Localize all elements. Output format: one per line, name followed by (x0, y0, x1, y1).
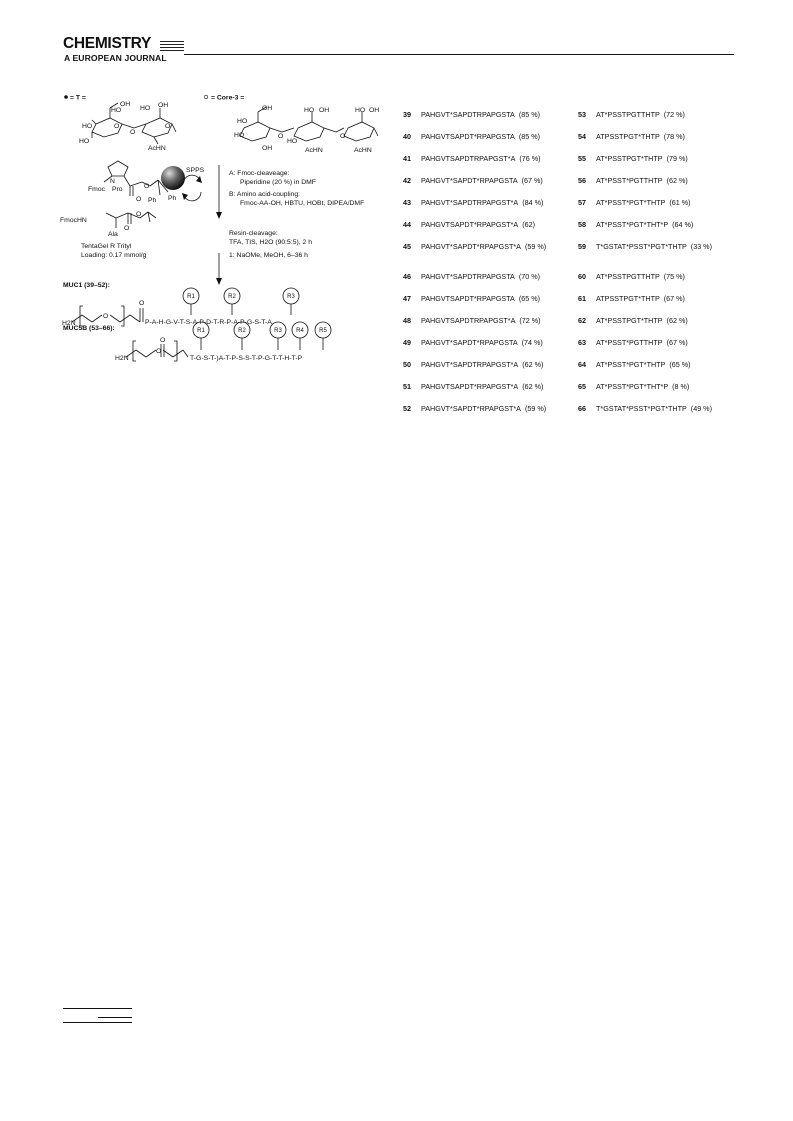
c3-label-achn-2: AcHN (354, 147, 372, 154)
compound-number: 61 (578, 294, 586, 303)
compound-sequence (421, 272, 540, 281)
compound-number: 41 (403, 154, 411, 163)
compound-yield: (76 %) (519, 154, 541, 163)
compound-yield: (62 %) (666, 176, 688, 185)
peptide-sequence: PAHGVTSAPDT*RPAPGSTA (421, 132, 515, 141)
compound-yield: (62 %) (522, 360, 544, 369)
t-label-ho-2: HO (82, 123, 93, 130)
muc1-linker-o: O (103, 313, 109, 320)
compound-number: 55 (578, 154, 586, 163)
peptide-sequence: PAHGVTSAPDT*RPAPGST*A (421, 382, 519, 391)
peptide-sequence: AT*PSSTPGTTHTP (596, 272, 660, 281)
compound-yield: (59 %) (524, 404, 547, 413)
t-label-oh-1: OH (120, 101, 131, 108)
compound-number: 64 (578, 360, 586, 369)
label-spps: SPPS (186, 167, 205, 174)
compound-number: 50 (403, 360, 411, 369)
compound-yield: (79 %) (666, 154, 688, 163)
label-fmochn: FmocHN (60, 217, 87, 224)
muc5b-r3: R3 (274, 328, 282, 334)
footnote-rule (63, 1008, 132, 1009)
compound-number: 62 (578, 316, 586, 325)
peptide-sequence: PAHGVT*SAPDT*RPAPGSTA (421, 338, 518, 347)
peptide-sequence: T*GSTAT*PSST*PGT*THTP (596, 242, 687, 251)
compound-yield: (72 %) (519, 316, 541, 325)
t-label-ho-1: HO (111, 107, 122, 114)
resin-loading: Loading: 0.17 mmol/g (81, 252, 147, 259)
compound-yield: (33 %) (690, 242, 712, 251)
peptide-sequence: PAHGVT*SAPDT*RPAPGST*A (421, 242, 521, 251)
compound-sequence (596, 110, 685, 119)
muc1-label: MUC1 (39–52): (63, 282, 110, 289)
compound-yield: (8 %) (672, 382, 690, 391)
peptide-sequence: PAHGVTSAPDTRPAPGST*A (421, 154, 516, 163)
compound-sequence (596, 154, 688, 163)
compound-sequence (421, 110, 540, 119)
step-a-title: A: Fmoc-cleaveage: (229, 170, 290, 177)
compound-sequence (596, 360, 691, 369)
journal-logo-title: CHEMISTRY (63, 35, 152, 52)
proline-ring (108, 161, 128, 176)
compound-sequence (596, 132, 685, 141)
compound-yield: (75 %) (663, 272, 685, 281)
label-o-pro: O (136, 196, 142, 203)
c3-label-ho-5: HO (355, 107, 366, 114)
compound-yield: (70 %) (518, 272, 541, 281)
label-ph-1: Ph (148, 197, 157, 204)
compound-yield: (62 %) (666, 316, 688, 325)
compound-sequence (421, 338, 543, 347)
legend-t: = T = (70, 94, 86, 102)
compound-number: 51 (403, 382, 411, 391)
c3-label-ho-1: HO (237, 118, 248, 125)
compound-yield: (85 %) (518, 110, 541, 119)
compound-yield: (72 %) (663, 110, 685, 119)
compound-sequence (421, 316, 541, 325)
compound-number: 59 (578, 242, 586, 251)
compound-sequence (596, 294, 685, 303)
label-ph-2: Ph (168, 195, 177, 202)
arrow-head-2 (216, 278, 222, 285)
muc1-r1: R1 (187, 294, 195, 300)
c3-label-o-2: O (340, 133, 346, 140)
peptide-sequence: ATPSSTPGT*THTP (596, 132, 660, 141)
core3-sugar-ring-2 (294, 122, 324, 141)
compound-sequence (421, 132, 540, 141)
resin-name: TentaGel R Trityl (81, 243, 132, 250)
peptide-sequence: AT*PSST*PGTTHTP (596, 176, 663, 185)
compound-sequence (596, 382, 689, 391)
compound-yield: (62) (522, 220, 535, 229)
compound-sequence (596, 198, 691, 207)
compound-yield: (74 %) (521, 338, 543, 347)
compound-sequence (596, 404, 712, 413)
compound-yield: (67 %) (666, 338, 688, 347)
muc1-sequence: P-A-H-G-V-T-S-A-P-D-T-R-P-A-P-G-S-T-A (145, 319, 272, 326)
compound-yield: (62 %) (522, 382, 544, 391)
step-b-title: B: Amino acid-coupling: (229, 191, 301, 198)
compound-sequence (596, 316, 688, 325)
peptide-sequence: AT*PSSTPGTTHTP (596, 110, 660, 119)
t-label-achn: AcHN (148, 145, 166, 152)
legend-core3: = Core-3 = (211, 94, 245, 102)
compound-number: 65 (578, 382, 586, 391)
c3-label-o-1: O (278, 133, 284, 140)
compound-yield: (84 %) (522, 198, 544, 207)
c3-label-ho-3: HO (287, 138, 298, 145)
compound-yield: (65 %) (669, 360, 691, 369)
compound-number: 57 (578, 198, 586, 207)
muc1-r3: R3 (287, 294, 295, 300)
compound-number: 52 (403, 404, 411, 413)
peptide-sequence: AT*PSSTPGT*THTP (596, 154, 663, 163)
compound-sequence (596, 242, 712, 251)
muc5b-linker-o: O (156, 348, 162, 355)
c3-label-oh-2: OH (262, 145, 273, 152)
compound-number: 54 (578, 132, 586, 141)
compound-number: 42 (403, 176, 411, 185)
t-label-ho-3: HO (79, 138, 90, 145)
peptide-sequence: AT*PSST*PGTTHTP (596, 338, 663, 347)
compound-sequence (421, 382, 543, 391)
c3-label-achn-1: AcHN (305, 147, 323, 154)
label-fmoc: Fmoc (88, 186, 105, 193)
arrow-head-1 (216, 212, 222, 219)
compound-sequence (421, 154, 541, 163)
peptide-sequence: ATPSSTPGT*THTP (596, 294, 660, 303)
peptide-sequence: PAHGVT*SAPDTRPAPGST*A (421, 198, 519, 207)
muc1-r2: R2 (228, 294, 236, 300)
compound-sequence (421, 198, 543, 207)
peptide-sequence: AT*PSST*PGT*THT*P (596, 382, 669, 391)
label-o-ala: O (124, 225, 130, 232)
cycle-head-1 (196, 176, 202, 183)
peptide-sequence: PAHGVT*SAPDTRPAPGST*A (421, 360, 519, 369)
muc5b-r2: R2 (238, 328, 246, 334)
compound-yield: (49 %) (690, 404, 712, 413)
muc5b-sequence: T-G-S-T-)A-T-P-S-S-T-P-G-T-T-H-T-P (190, 355, 303, 362)
compound-sequence (421, 404, 546, 413)
t-label-oh-2: OH (158, 102, 169, 109)
resin-detail: TFA, TIS, H2O (90:5:5), 2 h (229, 239, 312, 246)
compound-number: 44 (403, 220, 411, 229)
muc5b-h2n: H2N (115, 355, 129, 362)
peptide-sequence: PAHGVT*SAPDTRPAPGSTA (421, 110, 515, 119)
t-bullet (64, 95, 68, 99)
peptide-sequence: AT*PSST*PGT*THTP (596, 198, 666, 207)
compound-number: 49 (403, 338, 411, 347)
synthesis-scheme (0, 0, 400, 380)
compound-number: 63 (578, 338, 586, 347)
journal-logo-subtitle: A EUROPEAN JOURNAL (64, 53, 167, 63)
compound-sequence (421, 294, 540, 303)
muc5b-r4: R4 (296, 328, 304, 334)
muc5b-label: MUC5B (53–66): (63, 325, 115, 332)
muc5b-r1: R1 (197, 328, 205, 334)
compound-yield: (64 %) (672, 220, 694, 229)
muc1-h2n: H2N (62, 320, 76, 327)
label-o-ala-2: O (136, 211, 142, 218)
c3-label-ho-2: HO (234, 132, 245, 139)
compound-sequence (596, 338, 688, 347)
t-label-o-2: O (130, 129, 136, 136)
compound-number: 43 (403, 198, 411, 207)
compound-number: 66 (578, 404, 586, 413)
cycle-head-2 (182, 193, 188, 200)
peptide-sequence: PAHGVT*SAPDT*RPAPGST*A (421, 404, 521, 413)
c3-label-ho-4: HO (304, 107, 315, 114)
peptide-sequence: PAHGVTSAPDTRPAPGST*A (421, 316, 516, 325)
label-ala: Ala (108, 231, 118, 238)
peptide-sequence: AT*PSST*PGT*THT*P (596, 220, 669, 229)
peptide-sequence: AT*PSST*PGT*THTP (596, 360, 666, 369)
compound-number: 39 (403, 110, 411, 119)
muc5b-r5: R5 (319, 328, 327, 334)
t-label-o-3: O (165, 123, 171, 130)
compound-yield: (67 %) (521, 176, 543, 185)
compound-yield: (59 %) (524, 242, 547, 251)
resin-bead (161, 166, 185, 190)
compound-sequence (596, 176, 688, 185)
compound-number: 45 (403, 242, 411, 251)
resin-title: Resin-cleavage: (229, 230, 278, 237)
naome-step: 1: NaOMe, MeOH, 6–36 h (229, 252, 308, 259)
compound-number: 56 (578, 176, 586, 185)
footnote-rule-2 (63, 1022, 132, 1023)
compound-sequence (421, 242, 546, 251)
compound-sequence (421, 220, 535, 229)
muc1-carbonyl-o: O (139, 300, 145, 307)
compound-sequence (421, 360, 543, 369)
c3-label-oh-3: OH (319, 107, 330, 114)
compound-number: 58 (578, 220, 586, 229)
core3-bullet (204, 95, 208, 99)
compound-number: 53 (578, 110, 586, 119)
muc5b-carbonyl-o: O (160, 337, 166, 344)
compound-number: 60 (578, 272, 586, 281)
compound-sequence (596, 220, 693, 229)
compound-number: 48 (403, 316, 411, 325)
peptide-sequence: PAHGVT*SAPDTRPAPGSTA (421, 272, 515, 281)
peptide-sequence: PAHGVTSAPDT*RPAPGSTA (421, 294, 515, 303)
step-b-detail: Fmoc-AA-OH, HBTU, HOBt, DIPEA/DMF (240, 200, 365, 207)
compound-yield: (67 %) (663, 294, 685, 303)
label-o-ester: O (144, 183, 150, 190)
footnote-rule-3 (98, 1017, 132, 1018)
compound-yield: (61 %) (669, 198, 691, 207)
core3-sugar-ring-3 (344, 122, 374, 141)
t-label-o-1: O (114, 123, 120, 130)
label-n: N (110, 178, 115, 185)
compound-yield: (65 %) (518, 294, 541, 303)
compound-number: 47 (403, 294, 411, 303)
compound-yield: (78 %) (663, 132, 685, 141)
peptide-sequence: PAHGVT*SAPDT*RPAPGSTA (421, 176, 518, 185)
compound-number: 46 (403, 272, 411, 281)
compound-sequence (421, 176, 543, 185)
c3-label-oh-4: OH (369, 107, 380, 114)
t-label-ho-4: HO (140, 105, 151, 112)
step-a-detail: Piperidine (20 %) in DMF (240, 179, 316, 186)
peptide-sequence: PAHGVTSAPDT*RPAPGST*A (421, 220, 519, 229)
peptide-sequence: AT*PSSTPGT*THTP (596, 316, 663, 325)
c3-label-oh-1: OH (262, 105, 273, 112)
compound-yield: (85 %) (518, 132, 541, 141)
compound-number: 40 (403, 132, 411, 141)
peptide-sequence: T*GSTAT*PSST*PGT*THTP (596, 404, 687, 413)
compound-table (403, 110, 793, 413)
compound-sequence (596, 272, 685, 281)
label-pro: Pro (112, 186, 123, 193)
